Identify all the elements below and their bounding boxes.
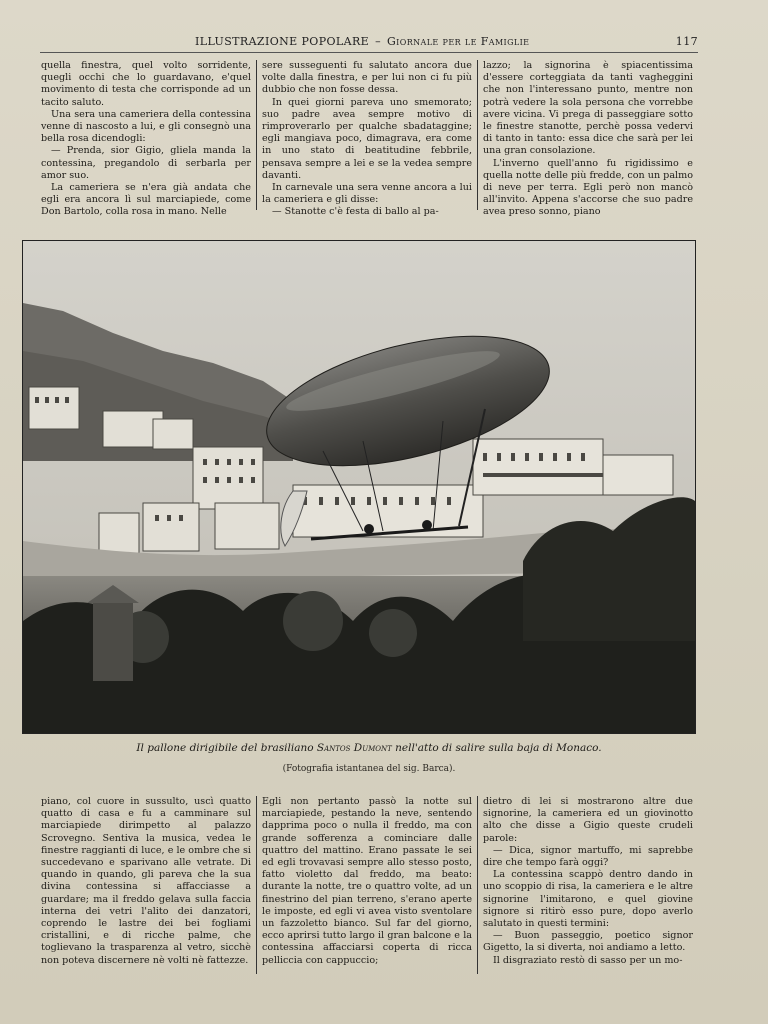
publication-title: ILLUSTRAZIONE POPOLARE: [195, 34, 370, 48]
kiosk: [93, 601, 133, 681]
paragraph: sere susseguenti fu salutato ancora due volte dalla finestra, e per lui non ci fu più dubbio che non fosse dessa.: [262, 60, 472, 96]
paragraph: L'inverno quell'anno fu rigidissimo e quella notte delle più fredde, con un palmo di neve per terra. Egli però non mancò all'invito. Appena s'accorse che suo padre avea preso sonno, piano: [483, 157, 693, 218]
paragraph: La cameriera se n'era già andata che egli era ancora lì sul marciapiede, come Don Bartolo, colla rosa in mano. Nelle: [41, 182, 251, 218]
paragraph: lazzo; la signorina è spiacentissima d'essere corteggiata da tanti vagheggini che non l'interessano punto, mentre non potrà vedere la sola persona che vorrebbe avere vicina. Vi prega di passeggiare sotto le finestre stanotte, perchè possa vedervi di tanto in tanto: essa dice che sarà per lei una gran consolazione.: [483, 60, 693, 157]
text-column: [36, 796, 256, 974]
text-column: [256, 796, 477, 974]
header-separator: –: [375, 34, 381, 48]
text-column: [256, 60, 477, 218]
paragraph: Egli non pertanto passò la notte sul marciapiede, pestando la neve, sentendo dapprima poco o nulla il freddo, ma con grande sofferenza a cominciare dalle quattro del mattino. Erano passate le sei ed egli trovavasi sempre allo stesso posto, fatto violetto dal freddo, ma beato: durante la notte, tre o quattro volte, ad un finestrino del pian terreno, s'erano aperte le imposte, ed egli vi avea visto sventolare un fazzoletto bianco. Sul far del giorno, ecco aprirsi tutto largo il gran balcone e la contessina affacciarsi coperta di ricca pelliccia con cappuccio;: [262, 796, 472, 966]
publication-subtitle: Giornale per le Famiglie: [387, 34, 530, 48]
paragraph: Una sera una cameriera della contessina venne di nascosto a lui, e gli consegnò una bella rosa dicendogli:: [41, 108, 251, 145]
airship-photograph: [22, 240, 696, 734]
text-column: [36, 60, 256, 218]
paragraph: La contessina scappò dentro dando in uno scoppio di risa, la cameriera e le altre signorine l'imitarono, e quel giovine signore si ritirò esso pure, dopo averlo salutato in questi termini:: [483, 869, 693, 930]
paragraph: In quei giorni pareva uno smemorato; suo padre avea sempre motivo di rimproverarlo per qualche sbadataggine; egli mangiava poco, dimagrava, era come in uno stato di beatitudine febbrile, pensava sempre a lei e se la vedea sempre davanti.: [262, 96, 472, 181]
page-header: [40, 30, 698, 53]
paragraph: — Dica, signor martuffo, mi saprebbe dire che tempo farà oggi?: [483, 844, 693, 869]
paragraph: — Prenda, sior Gigio, gliela manda la contessina, pregandolo di serbarla per amor suo.: [41, 145, 251, 181]
top-text-columns: [36, 60, 698, 218]
photo-illustration: [23, 241, 695, 733]
photo-credit: (Fotografia istantanea del sig. Barca).: [282, 764, 456, 774]
page-number: 117: [675, 34, 698, 48]
paragraph: — Buon passeggio, poetico signor Gigetto, la si diverta, noi andiamo a letto.: [483, 930, 693, 954]
caption-name: Santos Dumont: [316, 742, 392, 754]
text-column: [477, 796, 698, 974]
paragraph: Il disgraziato restò di sasso per un mo-: [493, 954, 683, 966]
bottom-text-columns: [36, 796, 698, 974]
paragraph: — Stanotte c'è festa di ballo al pa-: [272, 206, 439, 218]
paragraph: dietro di lei si mostrarono altre due signorine, la cameriera ed un giovinotto alto che disse a Gigio queste crudeli parole:: [483, 796, 693, 844]
text-column: [477, 60, 698, 218]
paragraph: quella finestra, quel volto sorridente, quegli occhi che lo guardavano, e'quel movimento di testa che corrisponde ad un tacito saluto.: [41, 60, 251, 108]
photo-caption: Il pallone dirigibile del brasiliano Santos Dumont nell'atto di salire sulla baja di Monaco.: [136, 742, 602, 754]
paragraph: In carnevale una sera venne ancora a lui la cameriera e gli disse:: [262, 182, 472, 206]
paragraph: piano, col cuore in sussulto, uscì quatto quatto di casa e fu a camminare sul marciapiede dirimpetto al palazzo Scrovegno. Sentiva la musica, vedea le finestre raggianti di luce, e le ombre che si succedevano e sparivano alle vetrate. Di quando in quando, gli pareva che la sua divina contessina si affacciasse a guardare; ma il freddo gelava sulla faccia interna dei vetri l'alito dei danzatori, coprendo le lastre dei bei fogliami cristallini, e di ricche palme, che toglievano la trasparenza al vetro, sicchè non poteva discernere nè volti nè fattezze.: [41, 796, 251, 966]
